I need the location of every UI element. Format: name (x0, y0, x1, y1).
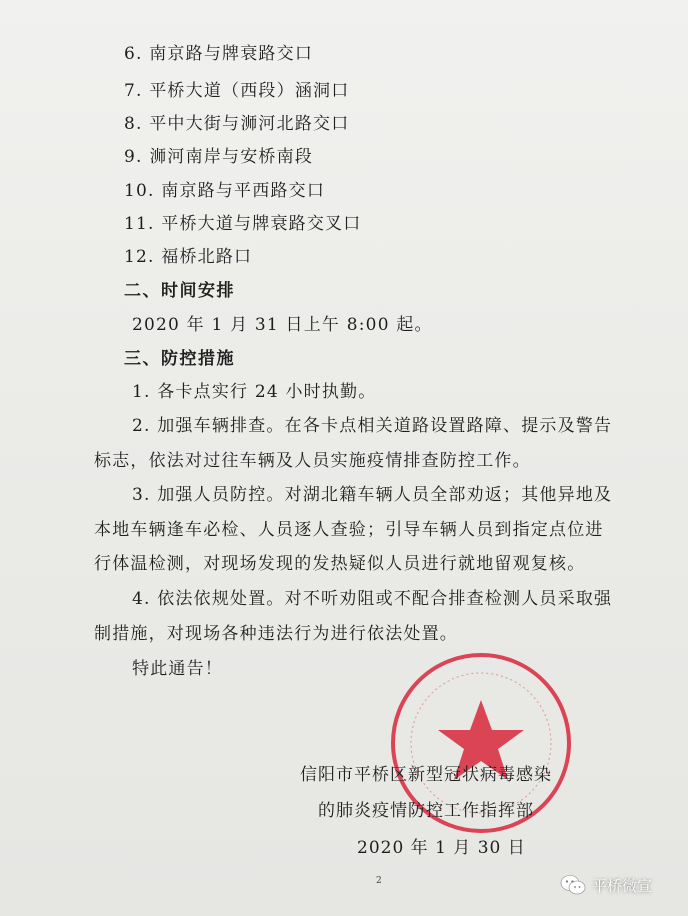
list-item: 8. 平中大街与浉河北路交口 (124, 114, 350, 134)
closing-line: 特此通告！ (132, 659, 223, 679)
paragraph-line: 制措施，对现场各种违法行为进行依法处置。 (94, 624, 458, 644)
list-item: 11. 平桥大道与牌衰路交叉口 (124, 214, 362, 234)
list-item: 7. 平桥大道（西段）涵洞口 (124, 81, 350, 101)
signature-org-line2: 的肺炎疫情防控工作指挥部 (318, 801, 534, 821)
signature-org-line1: 信阳市平桥区新型冠状病毒感染 (300, 765, 552, 785)
paragraph-line: 本地车辆逢车必检、人员逐人查验；引导车辆人员到指定点位进 (94, 520, 604, 540)
paragraph-line: 1. 各卡点实行 24 小时执勤。 (132, 382, 377, 402)
signature-date: 2020 年 1 月 30 日 (357, 838, 526, 858)
section-heading: 三、防控措施 (124, 349, 235, 369)
paragraph-line: 2020 年 1 月 31 日上午 8:00 起。 (132, 315, 433, 335)
list-item: 9. 浉河南岸与安桥南段 (124, 147, 314, 167)
section-heading: 二、时间安排 (124, 281, 235, 301)
paragraph-line: 4. 依法依规处置。对不听劝阻或不配合排查检测人员采取强 (132, 589, 613, 609)
paragraph-line: 2. 加强车辆排查。在各卡点相关道路设置路障、提示及警告 (132, 416, 613, 436)
paragraph-line: 标志，依法对过往车辆及人员实施疫情排查防控工作。 (94, 451, 531, 471)
watermark-text: 平桥微宣 (592, 876, 653, 895)
paragraph-line: 行体温检测，对现场发现的发热疑似人员进行就地留观复核。 (94, 554, 586, 574)
wechat-icon (560, 874, 586, 896)
page-number: 2 (376, 876, 382, 886)
list-item: 6. 南京路与牌衰路交口 (124, 44, 314, 64)
paragraph-line: 3. 加强人员防控。对湖北籍车辆人员全部劝返；其他异地及 (132, 485, 613, 505)
list-item: 10. 南京路与平西路交口 (124, 181, 326, 201)
watermark (560, 870, 652, 900)
list-item: 12. 福桥北路口 (124, 247, 253, 267)
